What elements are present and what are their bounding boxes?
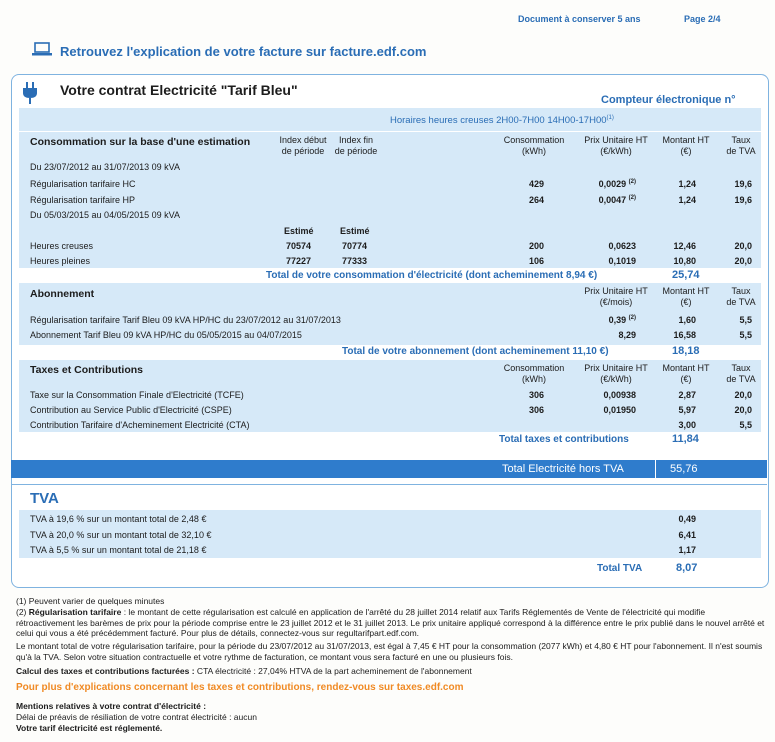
- row-consumption: 306: [528, 405, 544, 415]
- col-vat-rate: Taux de TVA: [726, 135, 756, 156]
- row-unit-price: 0,0047 $^{(2)}$: [598, 195, 636, 205]
- row-vat-rate: 20,0: [734, 241, 752, 251]
- period-2: Du 05/03/2015 au 04/05/2015 09 kVA: [30, 210, 180, 220]
- row-amount: 2,87: [678, 390, 696, 400]
- row-consumption: 264: [528, 195, 544, 205]
- explanation-link-text: Retrouvez l'explication de votre facture sur facture.edf.com: [60, 44, 427, 59]
- row-vat-rate: 5,5: [739, 315, 752, 325]
- page-number: Page 2/4: [684, 14, 721, 24]
- vat-row-value: 0,49: [678, 514, 696, 524]
- row-index-start: 70574: [286, 241, 312, 251]
- row-consumption: 306: [528, 390, 544, 400]
- row-vat-rate: 20,0: [734, 405, 752, 415]
- total-ht-value: 55,76: [670, 463, 698, 475]
- footnote-1: (1) Peuvent varier de quelques minutes: [16, 596, 165, 606]
- meter-label: Compteur électronique n°: [601, 94, 736, 106]
- total-ht-label: Total Electricité hors TVA: [502, 463, 624, 475]
- subscription-total-label: Total de votre abonnement (dont acheminement 11,10 €): [342, 346, 609, 357]
- vat-row-label: TVA à 20,0 % sur un montant total de 32,10 €: [30, 530, 212, 540]
- row-index-end: 77333: [342, 256, 368, 266]
- period-1: Du 23/07/2012 au 31/07/2013 09 kVA: [30, 162, 180, 172]
- row-vat-rate: 5,5: [739, 330, 752, 340]
- consumption-total-label: Total de votre consommation d'électricité (dont acheminement 8,94 €): [266, 270, 598, 281]
- contract-mentions-regulated: Votre tarif électricité est réglementé.: [16, 723, 163, 733]
- row-label: Abonnement Tarif Bleu 09 kVA HP/HC du 05/05/2015 au 04/07/2015: [30, 330, 302, 340]
- row-vat-rate: 19,6: [734, 195, 752, 205]
- row-label: Régularisation tarifaire HP: [30, 195, 136, 205]
- row-label: Contribution Tarifaire d'Acheminement Electricité (CTA): [30, 420, 250, 430]
- row-unit-price: 0,0623: [608, 241, 636, 251]
- taxes-total-value: 11,84: [672, 433, 699, 445]
- col-index-start: Index début de période: [279, 135, 327, 156]
- footnote-2: (2) Régularisation tarifaire : le montant de cette régularisation est calculé en application de l'arrêté du 28 juillet 2014 relatif aux Tarifs Réglementés de Vente de l'électricité qui modifie rétroactivement les barèmes de prix pour la période comprise entre le 23 juillet 2012 et le 31 juillet 2013. Le prix unitaire appliqué correspond à la différence entre le prix publié dans le nouvel arrêté et celui qui vous a été précédemment facturé. Pour plus de détails, connectez-vous sur regultarifpart.edf.com.: [16, 607, 765, 638]
- row-label: Contribution au Service Public d'Electricité (CSPE): [30, 405, 232, 415]
- row-amount: 1,24: [678, 179, 696, 189]
- estimated-label-start: Estimé: [284, 226, 314, 236]
- row-unit-price: 8,29: [618, 330, 636, 340]
- row-unit-price: 0,1019: [608, 256, 636, 266]
- col-unit-price: Prix Unitaire HT (€/kWh): [584, 363, 648, 384]
- row-amount: 10,80: [673, 256, 696, 266]
- taxes-total-label: Total taxes et contributions: [499, 434, 629, 445]
- vat-total-label: Total TVA: [597, 563, 643, 574]
- col-consumption: Consommation (kWh): [503, 363, 565, 384]
- plug-icon: [22, 82, 38, 104]
- row-amount: 5,97: [678, 405, 696, 415]
- taxes-section-title: Taxes et Contributions: [30, 364, 143, 376]
- laptop-icon: [32, 42, 52, 56]
- row-label: Heures creuses: [30, 241, 94, 251]
- row-amount: 16,58: [673, 330, 696, 340]
- col-unit-price: Prix Unitaire HT (€/kWh): [584, 135, 648, 156]
- vat-section-title: TVA: [30, 490, 59, 507]
- row-index-end: 70774: [342, 241, 368, 251]
- col-amount: Montant HT (€): [662, 286, 710, 307]
- row-amount: 1,24: [678, 195, 696, 205]
- row-amount: 12,46: [673, 241, 696, 251]
- row-unit-price: 0,0029 $^{(2)}$: [598, 179, 636, 189]
- total-ht-band: [11, 460, 767, 478]
- vat-row-value: 1,17: [678, 545, 696, 555]
- subscription-section-title: Abonnement: [30, 288, 95, 300]
- row-label: Heures pleines: [30, 256, 91, 266]
- contract-title: Votre contrat Electricité "Tarif Bleu": [60, 82, 298, 98]
- row-index-start: 77227: [286, 256, 312, 266]
- row-vat-rate: 20,0: [734, 256, 752, 266]
- row-consumption: 200: [528, 241, 544, 251]
- col-amount: Montant HT (€): [662, 363, 710, 384]
- taxes-info-link-text: Pour plus d'explications concernant les taxes et contributions, rendez-vous sur taxes.edf.com: [16, 682, 464, 693]
- row-vat-rate: 5,5: [739, 420, 752, 430]
- row-vat-rate: 19,6: [734, 179, 752, 189]
- col-vat-rate: Taux de TVA: [726, 286, 756, 307]
- vat-total-value: 8,07: [676, 562, 698, 574]
- vat-row-value: 6,41: [678, 530, 696, 540]
- row-consumption: 429: [528, 179, 544, 189]
- document-keep-notice: Document à conserver 5 ans: [518, 14, 641, 24]
- row-unit-price: 0,00938: [603, 390, 636, 400]
- off-peak-hours: Horaires heures creuses 2H00-7H00 14H00-17H00$^{(1)}$: [390, 115, 614, 127]
- row-amount: 3,00: [678, 420, 696, 430]
- row-label: Régularisation tarifaire Tarif Bleu 09 kVA HP/HC du 23/07/2012 au 31/07/2013: [30, 315, 341, 325]
- row-unit-price: 0,01950: [603, 405, 636, 415]
- vat-row-label: TVA à 19,6 % sur un montant total de 2,48 €: [30, 514, 207, 524]
- estimated-label-end: Estimé: [340, 226, 370, 236]
- consumption-section-title: Consommation sur la base d'une estimation: [30, 136, 251, 148]
- row-amount: 1,60: [678, 315, 696, 325]
- col-amount: Montant HT (€): [662, 135, 710, 156]
- col-unit-price: Prix Unitaire HT (€/mois): [584, 286, 648, 307]
- footnote-2-continued: Le montant total de votre régularisation tarifaire, pour la période du 23/07/2012 au 31/07/2013, est égal à 7,45 € HT pour la consommation (2077 kWh) et 4,80 € HT pour l'abonnement. Il n'est soumis qu'à la TVA. Selon votre situation contractuelle et votre rythme de facturation, ce montant vous sera facturé en une ou plusieurs fois.: [16, 641, 763, 662]
- consumption-total-value: 25,74: [672, 269, 700, 281]
- col-consumption: Consommation (kWh): [503, 135, 565, 156]
- row-unit-price: 0,39 $^{(2)}$: [608, 315, 636, 325]
- col-vat-rate: Taux de TVA: [726, 363, 756, 384]
- contract-mentions-title: Mentions relatives à votre contrat d'électricité :: [16, 701, 207, 711]
- col-index-end: Index fin de période: [334, 135, 378, 156]
- row-label: Taxe sur la Consommation Finale d'Electricité (TCFE): [30, 390, 244, 400]
- row-label: Régularisation tarifaire HC: [30, 179, 136, 189]
- tax-calculation-note: Calcul des taxes et contributions facturées : CTA électricité : 27,04% HTVA de la part acheminement de l'abonnement: [16, 666, 472, 676]
- row-vat-rate: 20,0: [734, 390, 752, 400]
- contract-mentions-notice: Délai de préavis de résiliation de votre contrat électricité : aucun: [16, 712, 257, 722]
- subscription-total-value: 18,18: [672, 345, 700, 357]
- row-consumption: 106: [528, 256, 544, 266]
- vat-row-label: TVA à 5,5 % sur un montant total de 21,18 €: [30, 545, 207, 555]
